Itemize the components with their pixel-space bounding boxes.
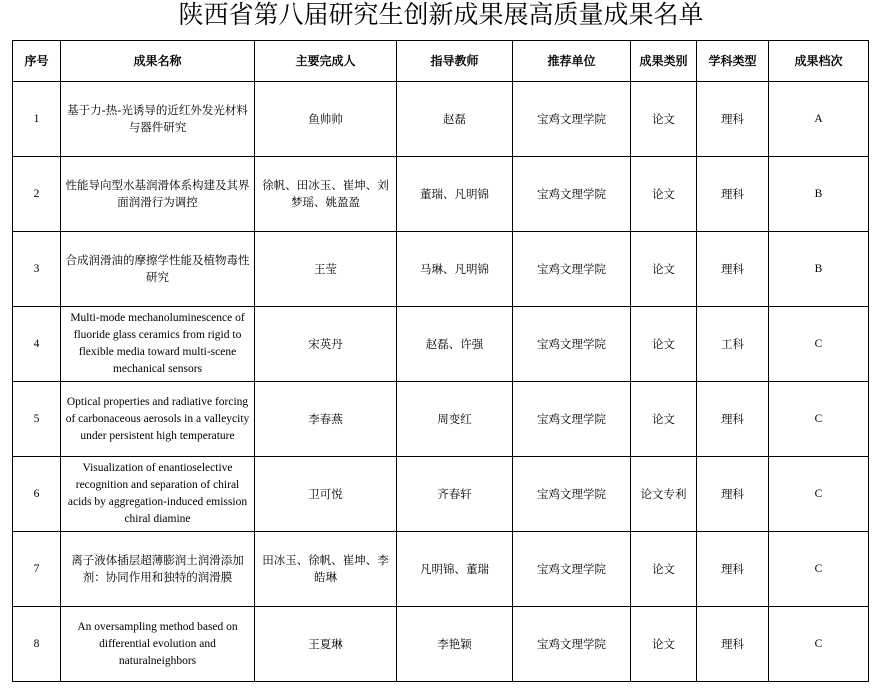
- row-authors: 徐帆、田冰玉、崔坤、刘梦瑶、姚盈盈: [255, 157, 397, 232]
- row-authors: 李春燕: [255, 382, 397, 457]
- column-header-name: 成果名称: [61, 41, 255, 82]
- row-category: 论文: [631, 232, 697, 307]
- row-seq: 3: [13, 232, 61, 307]
- results-table: [12, 40, 869, 682]
- column-header-discipline: 学科类型: [697, 41, 769, 82]
- row-advisors: 李艳颖: [397, 607, 513, 682]
- row-authors: 宋英丹: [255, 307, 397, 382]
- row-seq: 1: [13, 82, 61, 157]
- row-category: 论文: [631, 607, 697, 682]
- row-discipline: 工科: [697, 307, 769, 382]
- row-advisors: 凡明锦、董瑞: [397, 532, 513, 607]
- column-header-unit: 推荐单位: [513, 41, 631, 82]
- row-unit: 宝鸡文理学院: [513, 307, 631, 382]
- table-row: [13, 157, 869, 232]
- row-discipline: 理科: [697, 82, 769, 157]
- page-title: 陕西省第八届研究生创新成果展高质量成果名单: [178, 0, 704, 29]
- column-header-seq: 序号: [13, 41, 61, 82]
- row-authors: 王莹: [255, 232, 397, 307]
- column-header-grade: 成果档次: [769, 41, 869, 82]
- row-discipline: 理科: [697, 457, 769, 532]
- row-seq: 2: [13, 157, 61, 232]
- row-category: 论文: [631, 532, 697, 607]
- row-achievement-name: 离子液体插层超薄膨润土润滑添加剂：协同作用和独特的润滑膜: [61, 532, 255, 607]
- row-unit: 宝鸡文理学院: [513, 232, 631, 307]
- row-seq: 4: [13, 307, 61, 382]
- row-unit: 宝鸡文理学院: [513, 382, 631, 457]
- row-achievement-name: 合成润滑油的摩擦学性能及植物毒性研究: [61, 232, 255, 307]
- row-category: 论文: [631, 157, 697, 232]
- row-advisors: 齐春轩: [397, 457, 513, 532]
- row-achievement-name: 基于力-热-光诱导的近红外发光材料与器件研究: [61, 82, 255, 157]
- table-row: [13, 532, 869, 607]
- table-row: [13, 382, 869, 457]
- row-achievement-name: Optical properties and radiative forcing of carbonaceous aerosols in a valleycity under persistent high temperature: [61, 382, 255, 457]
- row-discipline: 理科: [697, 532, 769, 607]
- row-unit: 宝鸡文理学院: [513, 532, 631, 607]
- row-advisors: 赵磊、许强: [397, 307, 513, 382]
- row-authors: 田冰玉、徐帆、崔坤、李皓琳: [255, 532, 397, 607]
- row-discipline: 理科: [697, 232, 769, 307]
- row-authors: 卫可悦: [255, 457, 397, 532]
- table-row: [13, 307, 869, 382]
- row-grade: C: [769, 382, 869, 457]
- row-unit: 宝鸡文理学院: [513, 157, 631, 232]
- row-advisors: 周变红: [397, 382, 513, 457]
- row-discipline: 理科: [697, 157, 769, 232]
- column-header-advisors: 指导教师: [397, 41, 513, 82]
- row-grade: B: [769, 157, 869, 232]
- row-grade: C: [769, 457, 869, 532]
- row-achievement-name: Multi-mode mechanoluminescence of fluoride glass ceramics from rigid to flexible media toward multi-scene mechanical sensors: [61, 307, 255, 382]
- row-grade: C: [769, 307, 869, 382]
- row-advisors: 马琳、凡明锦: [397, 232, 513, 307]
- row-category: 论文专利: [631, 457, 697, 532]
- table-row: [13, 607, 869, 682]
- row-unit: 宝鸡文理学院: [513, 457, 631, 532]
- row-grade: C: [769, 532, 869, 607]
- row-grade: A: [769, 82, 869, 157]
- table-row: [13, 232, 869, 307]
- row-seq: 5: [13, 382, 61, 457]
- row-category: 论文: [631, 307, 697, 382]
- row-grade: C: [769, 607, 869, 682]
- row-authors: 鱼帅帅: [255, 82, 397, 157]
- column-header-authors: 主要完成人: [255, 41, 397, 82]
- row-achievement-name: An oversampling method based on differential evolution and naturalneighbors: [61, 607, 255, 682]
- table-row: [13, 82, 869, 157]
- row-seq: 8: [13, 607, 61, 682]
- row-discipline: 理科: [697, 607, 769, 682]
- row-discipline: 理科: [697, 382, 769, 457]
- row-grade: B: [769, 232, 869, 307]
- row-unit: 宝鸡文理学院: [513, 82, 631, 157]
- row-authors: 王夏琳: [255, 607, 397, 682]
- row-advisors: 赵磊: [397, 82, 513, 157]
- row-unit: 宝鸡文理学院: [513, 607, 631, 682]
- row-category: 论文: [631, 382, 697, 457]
- row-advisors: 董瑞、凡明锦: [397, 157, 513, 232]
- table-row: [13, 457, 869, 532]
- row-category: 论文: [631, 82, 697, 157]
- row-achievement-name: Visualization of enantioselective recognition and separation of chiral acids by aggregation-induced emission chiral diamine: [61, 457, 255, 532]
- column-header-category: 成果类别: [631, 41, 697, 82]
- header-row: [13, 41, 869, 82]
- row-seq: 7: [13, 532, 61, 607]
- row-seq: 6: [13, 457, 61, 532]
- row-achievement-name: 性能导向型水基润滑体系构建及其界面润滑行为调控: [61, 157, 255, 232]
